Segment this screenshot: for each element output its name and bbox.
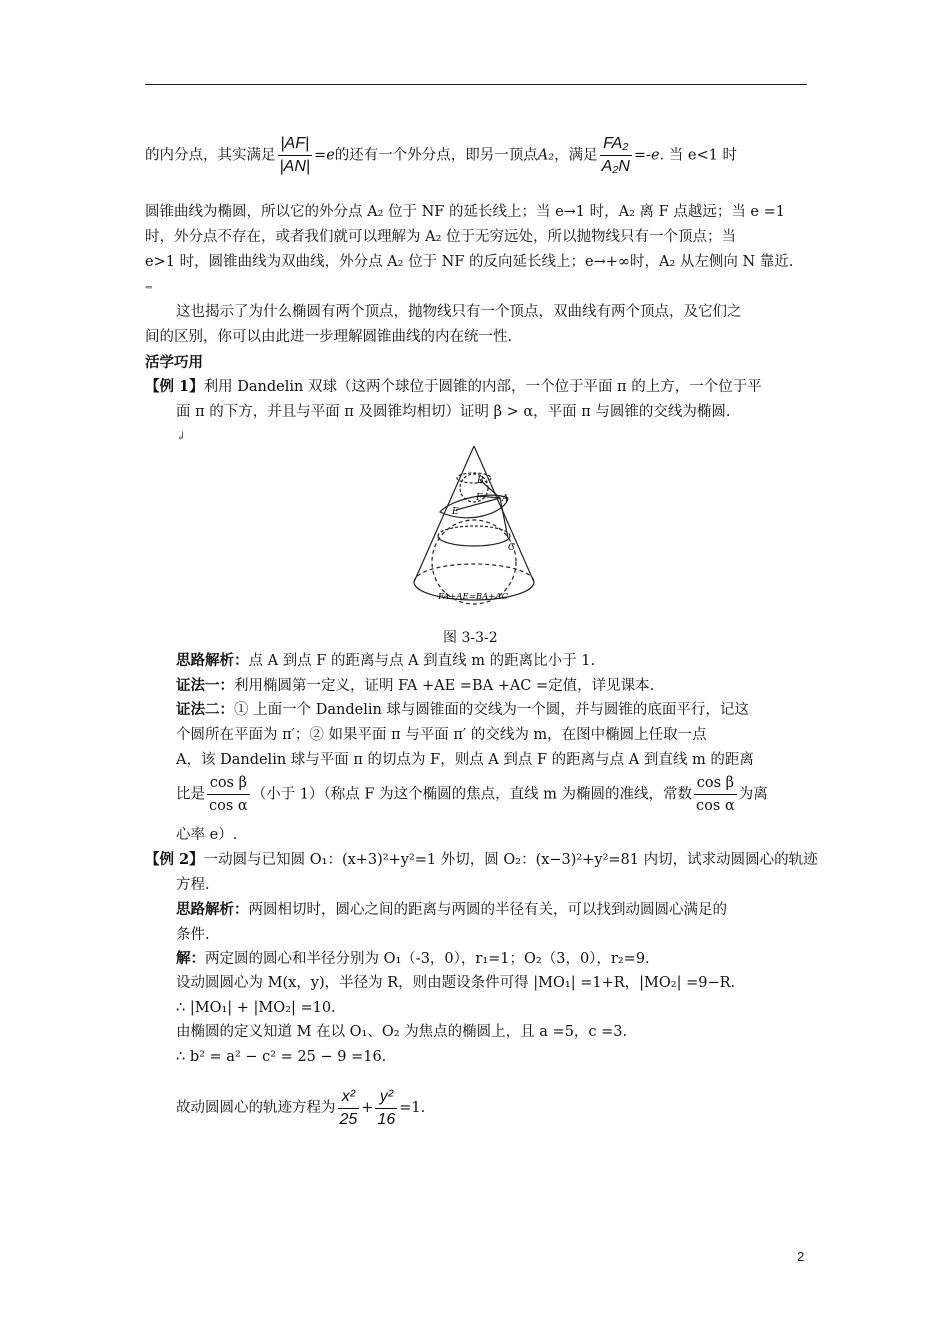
cone-right-edge xyxy=(474,446,534,582)
return-mark-icon: ↲ xyxy=(176,429,187,443)
para1-line1: 圆锥曲线为椭圆，所以它的外分点 A₂ 位于 NF 的延长线上；当 e→1 时，A₂ 离 F 点越远；当 e =1 xyxy=(145,204,785,220)
solution-line3: ∴ |MO₁| + |MO₂| =10. xyxy=(176,1000,336,1016)
para1-line2: 时，外分点不存在，或者我们就可以理解为 A₂ 位于无穷远处，所以抛物线只有一个顶点；当 xyxy=(145,229,736,245)
solution-line1: 解：两定圆的圆心和半径分别为 O₁（-3，0），r₁=1；O₂（3，0），r₂=9. xyxy=(176,950,650,967)
para2-line1: 这也揭示了为什么椭圆有两个顶点，抛物线只有一个顶点，双曲线有两个顶点，及它们之 xyxy=(176,304,742,320)
fraction-x2-25: $\frac{\text{x²}}{25}$ xyxy=(339,1087,358,1128)
proof-two-line2: 个圆所在平面为 π′；② 如果平面 π 与平面 π′ 的交线为 m，在图中椭圆上任取一点 xyxy=(176,727,707,743)
example2-line2: 方程. xyxy=(176,877,210,893)
lower-circle xyxy=(438,536,510,546)
label-e: E xyxy=(452,507,459,517)
section-heading: 活学巧用 xyxy=(145,355,203,371)
figure-equation: FA+AE=BA+AC xyxy=(438,592,509,602)
header-rule xyxy=(145,84,807,85)
segment-ac xyxy=(500,498,508,538)
example1-analysis: 思路解析：点 A 到点 F 的距离与点 A 到直线 m 的距离比小于 1. xyxy=(176,652,596,669)
label-a: A xyxy=(502,494,509,504)
page-number: 2 xyxy=(797,1249,805,1264)
proof-two-line5: 心率 e）. xyxy=(176,827,238,843)
cone-figure xyxy=(410,440,560,610)
paragraph-mark: ⇐ xyxy=(145,283,153,293)
example1-line1: 【例 1】利用 Dandelin 双球（这两个球位于圆锥的内部，一个位于平面 π 的上方，一个位于平 xyxy=(145,378,762,395)
intro-line: 的内分点，其实满足 $\frac{|AF|}{|AN|}$ =e的还有一个外分点，即另一顶点A₂，满足 $\frac{\text{FA₂}}{\text{A₂N}}$ =-e. 当 e<1 时 xyxy=(145,133,737,178)
proof-two-line1: 证法二：① 上面一个 Dandelin 球与圆锥面的交线为一个圆，并与圆锥的底面平行，记这 xyxy=(176,701,749,718)
solution-result: 故动圆圆心的轨迹方程为 $\frac{\text{x²}}{25}$ + $\frac{\text{y²}}{16}$ =1. xyxy=(176,1084,425,1132)
upper-sphere xyxy=(460,474,488,502)
para2-line2: 间的区别，你可以由此进一步理解圆锥曲线的内在统一性. xyxy=(145,329,513,345)
label-b: B xyxy=(477,476,484,486)
example1-line2: 面 π 的下方，并且与平面 π 及圆锥均相切）证明 β > α，平面 π 与圆锥的交线为椭圆. xyxy=(176,404,731,420)
example2-line1: 【例 2】一动圆与已知圆 O₁：(x+3)²+y²=1 外切，圆 O₂：(x−3)²+y²=81 内切，试求动圆圆心的轨迹 xyxy=(145,851,818,868)
fraction-af-an: $\frac{|AF|}{|AN|}$ xyxy=(279,135,311,175)
figure-caption: 图 3-3-2 xyxy=(443,630,498,646)
label-f: F xyxy=(476,493,483,503)
solution-line4: 由椭圆的定义知道 M 在以 O₁、O₂ 为焦点的椭圆上，且 a =5，c =3. xyxy=(176,1024,628,1040)
lower-circle-back xyxy=(438,526,510,536)
solution-line5: ∴ b² = a² − c² = 25 − 9 =16. xyxy=(176,1049,387,1065)
fraction-y2-16: $\frac{\text{y²}}{16}$ xyxy=(377,1087,396,1128)
para1-line3: e>1 时，圆锥曲线为双曲线，外分点 A₂ 位于 NF 的反向延长线上；e→+∞时，A₂ 从左侧向 N 靠近. xyxy=(145,254,794,270)
fraction-cos-beta-alpha-2: $\frac{\text{cos β}}{\text{cos α}}$ xyxy=(694,772,737,817)
fraction-fa2-a2n: $\frac{\text{FA₂}}{\text{A₂N}}$ xyxy=(601,135,630,175)
solution-line2: 设动圆圆心为 M(x，y)，半径为 R，则由题设条件可得 |MO₁| =1+R，|MO₂| =9−R. xyxy=(176,975,736,991)
proof-two-line4: 比是 $\frac{\text{cos β}}{\text{cos α}}$ （小于 1）（称点 F 为这个椭圆的焦点，直线 m 为椭圆的准线，常数 $\frac{\text{cos β}}{\text{cos α}}$ 为离 xyxy=(176,772,768,817)
proof-two-line3: A，该 Dandelin 球与平面 π 的切点为 F，则点 A 到点 F 的距离与点 A 到直线 m 的距离 xyxy=(176,752,754,768)
proof-one: 证法一：利用椭圆第一定义，证明 FA +AE =BA +AC =定值，详见课本. xyxy=(176,677,655,694)
fraction-cos-beta-alpha: $\frac{\text{cos β}}{\text{cos α}}$ xyxy=(207,772,250,817)
example2-analysis-line1: 思路解析：两圆相切时，圆心之间的距离与两圆的半径有关，可以找到动圆圆心满足的 xyxy=(176,901,727,918)
label-c: C xyxy=(508,543,515,553)
example2-analysis-line2: 条件. xyxy=(176,927,210,943)
